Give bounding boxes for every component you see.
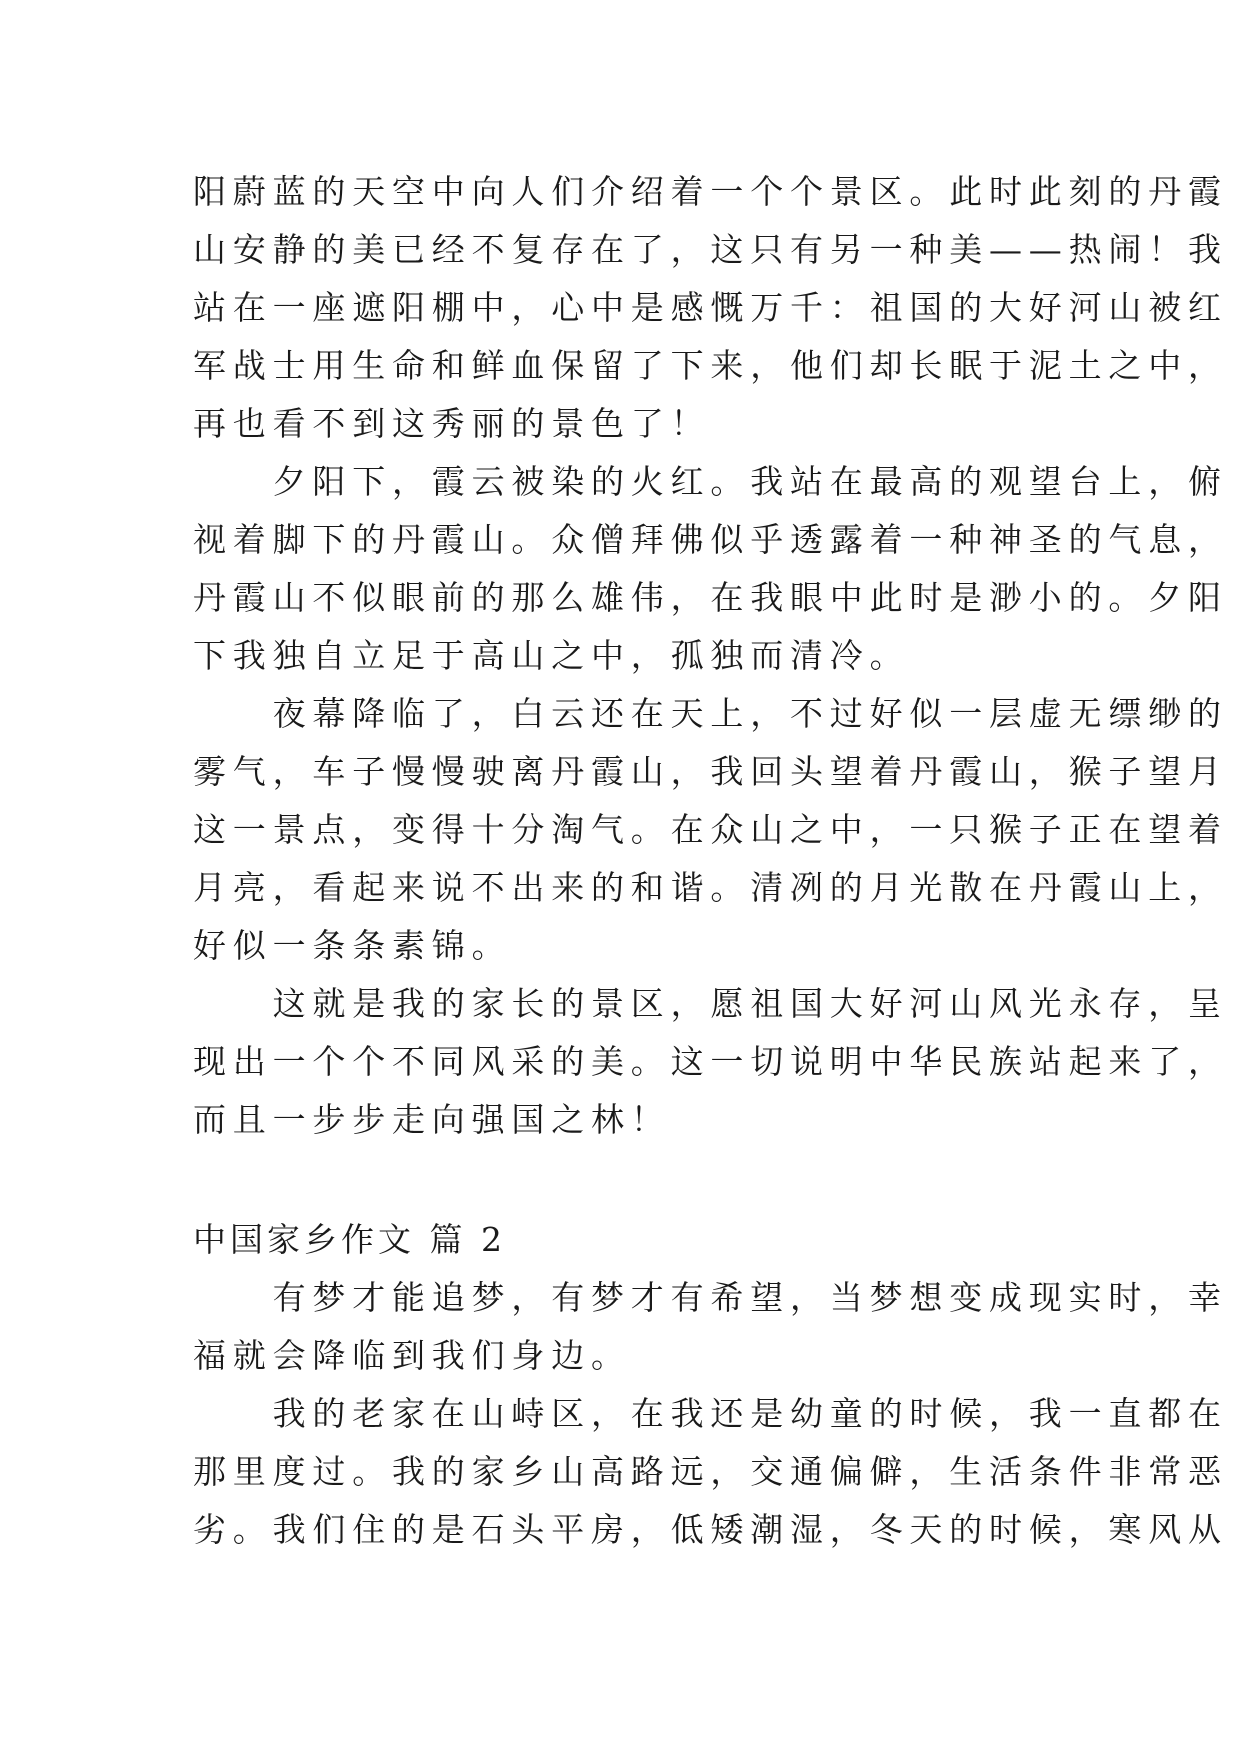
text-line: 而且一步步走向强国之林！ xyxy=(193,1100,671,1139)
text-line: 我的老家在山峙区，在我还是幼童的时候，我一直都在 xyxy=(193,1394,1228,1433)
text-line: 雾气，车子慢慢驶离丹霞山，我回头望着丹霞山，猴子望月 xyxy=(193,752,1228,791)
text-line: 阳蔚蓝的天空中向人们介绍着一个个景区。此时此刻的丹霞 xyxy=(193,172,1228,211)
text-line: 站在一座遮阳棚中，心中是感慨万千：祖国的大好河山被红 xyxy=(193,288,1228,327)
text-line: 夜幕降临了，白云还在天上，不过好似一层虚无缥缈的 xyxy=(193,694,1228,733)
text-line: 劣。我们住的是石头平房，低矮潮湿，冬天的时候，寒风从 xyxy=(193,1510,1228,1549)
section-heading: 中国家乡作文 篇 2 xyxy=(193,1220,506,1259)
text-line: 现出一个个不同风采的美。这一切说明中华民族站起来了， xyxy=(193,1042,1228,1081)
text-line: 军战士用生命和鲜血保留了下来，他们却长眠于泥土之中， xyxy=(193,346,1228,385)
text-line: 夕阳下，霞云被染的火红。我站在最高的观望台上，俯 xyxy=(193,462,1228,501)
essay-section-2 xyxy=(193,1211,1228,1559)
text-line: 那里度过。我的家乡山高路远，交通偏僻，生活条件非常恶 xyxy=(193,1452,1228,1491)
text-line: 福就会降临到我们身边。 xyxy=(193,1336,631,1375)
text-line: 山安静的美已经不复存在了，这只有另一种美——热闹！我 xyxy=(193,230,1228,269)
text-line: 再也看不到这秀丽的景色了！ xyxy=(193,404,711,443)
text-line: 月亮，看起来说不出来的和谐。清冽的月光散在丹霞山上， xyxy=(193,868,1228,907)
text-line: 视着脚下的丹霞山。众僧拜佛似乎透露着一种神圣的气息， xyxy=(193,520,1228,559)
text-line: 这一景点，变得十分淘气。在众山之中，一只猴子正在望着 xyxy=(193,810,1228,849)
text-line: 丹霞山不似眼前的那么雄伟，在我眼中此时是渺小的。夕阳 xyxy=(193,578,1228,617)
text-line: 好似一条条素锦。 xyxy=(193,926,512,965)
text-line: 有梦才能追梦，有梦才有希望，当梦想变成现实时，幸 xyxy=(193,1278,1228,1317)
text-line: 这就是我的家长的景区，愿祖国大好河山风光永存，呈 xyxy=(193,984,1228,1023)
essay-section-1 xyxy=(193,163,1228,1149)
text-line: 下我独自立足于高山之中，孤独而清冷。 xyxy=(193,636,910,675)
